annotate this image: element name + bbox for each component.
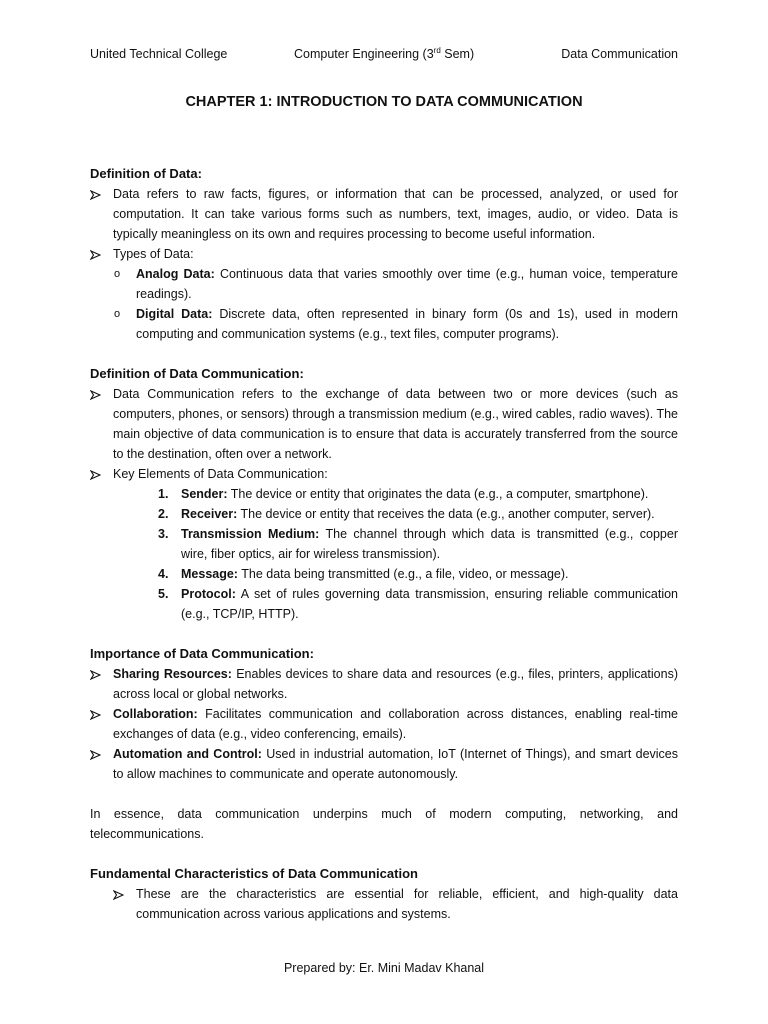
bullet-item: [90, 664, 678, 704]
header-subject: Data Communication: [561, 47, 678, 61]
arrow-bullet-icon: [113, 884, 124, 904]
item-number: 1.: [158, 487, 169, 501]
term: Transmission Medium:: [181, 527, 320, 541]
item-text: The device or entity that originates the data (e.g., a computer, smartphone).: [227, 487, 649, 501]
arrow-bullet-icon: [90, 664, 104, 684]
item-text: The channel through which data is transmitted (e.g., copper wire, fiber optics, air for wireless transmission).: [181, 527, 678, 561]
item-number: 5.: [158, 587, 169, 601]
document-body: [90, 164, 678, 944]
bullet-item: [90, 464, 678, 484]
section-heading: Definition of Data Communication:: [90, 366, 304, 381]
numbered-item: [90, 524, 678, 564]
term: Message:: [181, 567, 238, 581]
bullet-text: Facilitates communication and collaboration across distances, enabling real-time exchanges of data (e.g., video conferencing, emails).: [113, 707, 678, 741]
sub-bullet-text: Discrete data, often represented in binary form (0s and 1s), used in modern computing and communication systems (e.g., text files, computer programs).: [136, 307, 678, 341]
page-footer: Prepared by: Er. Mini Madav Khanal: [283, 961, 485, 975]
item-text: The data being transmitted (e.g., a file, video, or message).: [237, 567, 569, 581]
item-text: A set of rules governing data transmission, ensuring reliable communication (e.g., TCP/IP, HTTP).: [181, 587, 678, 621]
sub-bullet-item: [90, 264, 678, 304]
bullet-text: Key Elements of Data Communication:: [113, 467, 328, 481]
term: Collaboration:: [113, 707, 198, 721]
arrow-bullet-icon: [90, 744, 104, 764]
chapter-title: CHAPTER 1: INTRODUCTION TO DATA COMMUNICATION: [185, 94, 583, 110]
numbered-item: [90, 584, 678, 624]
term: Protocol:: [181, 587, 236, 601]
bullet-text: Data Communication refers to the exchange of data between two or more devices (such as computers, phones, or sensors) through a transmission medium (e.g., wired cables, radio waves). The main objective of data communication is to ensure that data is accurately transferred from the source to the destination, often over a network.: [113, 387, 678, 461]
arrow-bullet-icon: [90, 184, 104, 204]
header-course-sup: rd: [433, 45, 441, 55]
section-importance: [90, 644, 678, 784]
section-characteristics: [90, 864, 678, 924]
sub-bullet-text: Continuous data that varies smoothly over time (e.g., human voice, temperature readings).: [136, 267, 678, 301]
bullet-item: [90, 184, 678, 244]
bullet-item: [90, 884, 678, 924]
section-heading: Fundamental Characteristics of Data Communication: [90, 866, 418, 881]
page-header: [90, 47, 678, 65]
term: Automation and Control:: [113, 747, 262, 761]
sub-bullet-item: [90, 304, 678, 344]
term: Sender:: [181, 487, 228, 501]
bullet-item: [90, 704, 678, 744]
essence-paragraph: In essence, data communication underpins much of modern computing, networking, and telecommunications.: [90, 807, 678, 841]
header-course-suffix: Sem): [440, 47, 475, 61]
term: Analog Data:: [136, 267, 215, 281]
term: Sharing Resources:: [113, 667, 232, 681]
bullet-item: [90, 244, 678, 264]
item-text: The device or entity that receives the data (e.g., another computer, server).: [237, 507, 655, 521]
bullet-text: Types of Data:: [113, 247, 194, 261]
bullet-item: [90, 744, 678, 784]
bullet-item: [90, 384, 678, 464]
header-course-text: Computer Engineering (3: [294, 47, 434, 61]
bullet-text: Data refers to raw facts, figures, or information that can be processed, analyzed, or used for computation. It can take various forms such as numbers, text, images, audio, or video. Data is typically meaningless on its own and requires processing to become useful information.: [113, 187, 678, 241]
header-course: [294, 47, 474, 61]
arrow-bullet-icon: [90, 384, 104, 404]
bullet-text: Enables devices to share data and resources (e.g., files, printers, applications) across local or global networks.: [113, 667, 678, 701]
arrow-bullet-icon: [90, 464, 104, 484]
item-number: 3.: [158, 527, 169, 541]
section-heading: Definition of Data:: [90, 166, 202, 181]
item-number: 4.: [158, 567, 169, 581]
circle-bullet-icon: o: [114, 268, 121, 280]
term: Digital Data:: [136, 307, 213, 321]
arrow-bullet-icon: [90, 704, 104, 724]
numbered-item: [90, 564, 678, 584]
circle-bullet-icon: o: [114, 308, 121, 320]
numbered-item: [90, 504, 678, 524]
bullet-text: Used in industrial automation, IoT (Internet of Things), and smart devices to allow machines to communicate and operate autonomously.: [113, 747, 679, 781]
bullet-text: These are the characteristics are essential for reliable, efficient, and high-quality data communication across various applications and systems.: [136, 887, 678, 921]
section-heading: Importance of Data Communication:: [90, 646, 314, 661]
section-definition-of-data-communication: [90, 364, 678, 624]
header-college: United Technical College: [90, 47, 228, 61]
numbered-item: [90, 484, 678, 504]
item-number: 2.: [158, 507, 169, 521]
arrow-bullet-icon: [90, 244, 104, 264]
section-definition-of-data: [90, 164, 678, 344]
term: Receiver:: [181, 507, 238, 521]
